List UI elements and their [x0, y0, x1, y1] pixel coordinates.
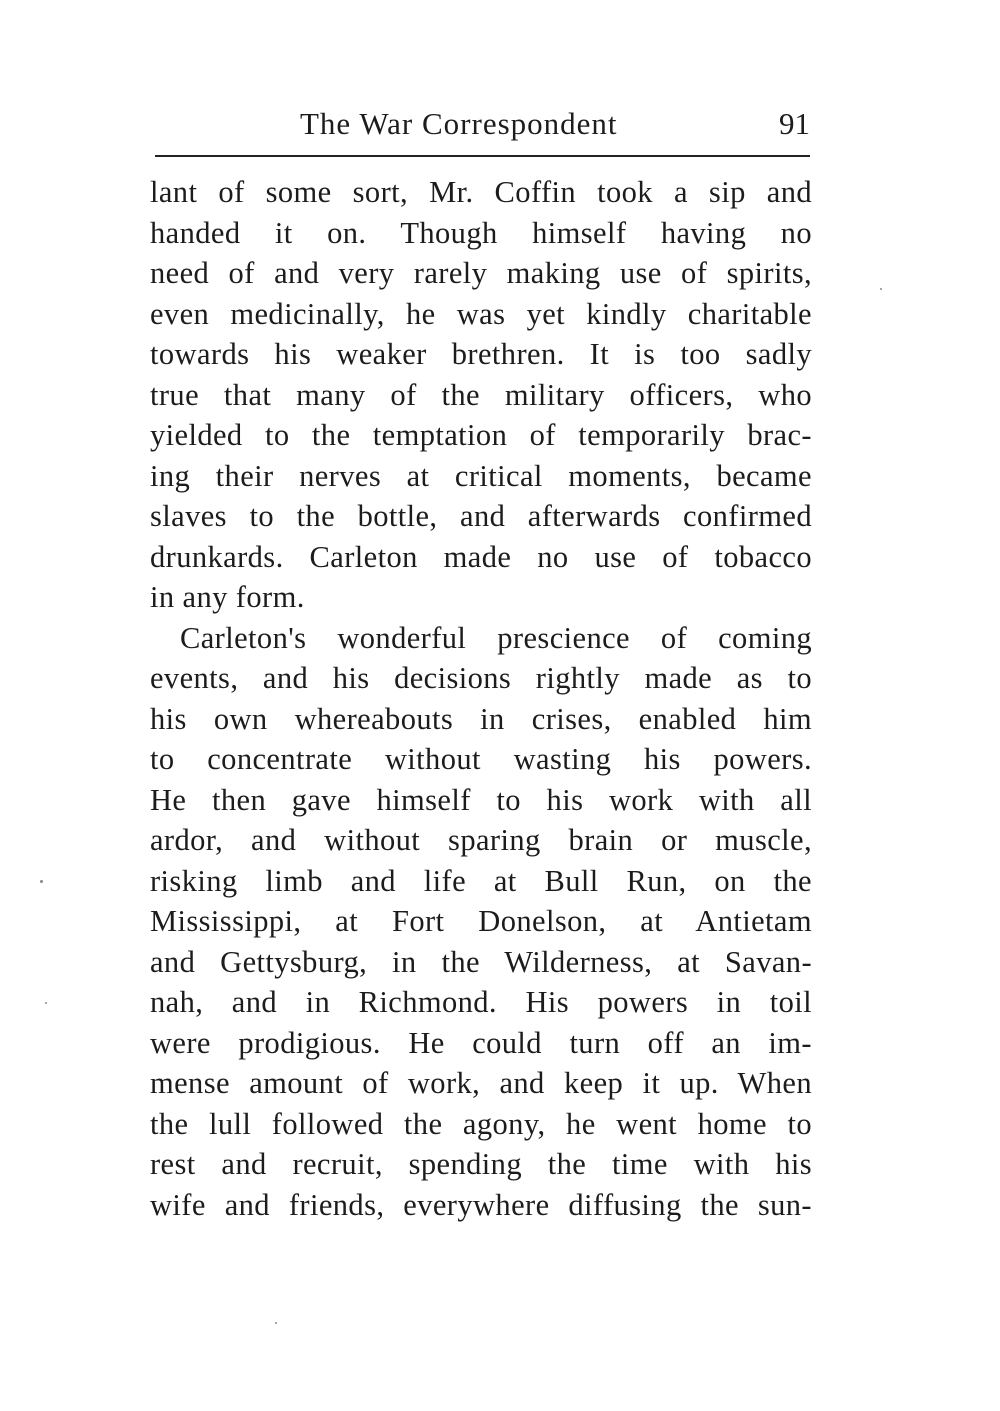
scan-speck [40, 880, 43, 883]
text-line: to concentrate without wasting his powers. [150, 742, 812, 776]
text-line: rest and recruit, spending the time with his [150, 1147, 812, 1181]
text-line: the lull followed the agony, he went home to [150, 1106, 812, 1141]
text-line: were prodigious. He could turn off an im- [150, 1025, 812, 1060]
text-line: need of and very rarely making use of spirits, [150, 256, 812, 290]
text-line: nah, and in Richmond. His powers in toil [150, 985, 812, 1019]
text-line: and Gettysburg, in the Wilderness, at Savan- [150, 944, 812, 979]
page-header [150, 104, 810, 144]
text-line: drunkards. Carleton made no use of tobacco [150, 539, 812, 574]
page-number: 91 [779, 106, 810, 141]
text-line: towards his weaker brethren. It is too sadly [150, 337, 812, 371]
text-line: Carleton's wonderful prescience of coming [180, 620, 812, 655]
text-line: wife and friends, everywhere diffusing the sun- [150, 1187, 812, 1222]
text-line: He then gave himself to his work with all [150, 782, 812, 817]
header-rule [155, 155, 810, 157]
text-line: Mississippi, at Fort Donelson, at Antietam [150, 904, 812, 938]
text-line: slaves to the bottle, and afterwards confirmed [150, 499, 812, 533]
scan-speck [275, 1322, 277, 1324]
text-line: his own whereabouts in crises, enabled him [150, 701, 812, 736]
scan-speck [45, 1002, 47, 1004]
running-title: The War Correspondent [300, 106, 618, 141]
scan-speck [880, 288, 882, 290]
text-line: mense amount of work, and keep it up. When [150, 1066, 812, 1100]
text-line: events, and his decisions rightly made as to [150, 661, 812, 695]
text-line: ing their nerves at critical moments, became [150, 458, 812, 493]
text-line: lant of some sort, Mr. Coffin took a sip and [150, 175, 812, 209]
text-line: ardor, and without sparing brain or muscle, [150, 823, 812, 857]
text-line: risking limb and life at Bull Run, on the [150, 863, 812, 898]
text-line: even medicinally, he was yet kindly charitable [150, 296, 812, 331]
text-line: true that many of the military officers, who [150, 377, 812, 412]
text-line: yielded to the temptation of temporarily brac- [150, 418, 812, 452]
text-line: handed it on. Though himself having no [150, 215, 812, 250]
text-line: in any form. [150, 580, 305, 614]
body-text [150, 172, 812, 1225]
